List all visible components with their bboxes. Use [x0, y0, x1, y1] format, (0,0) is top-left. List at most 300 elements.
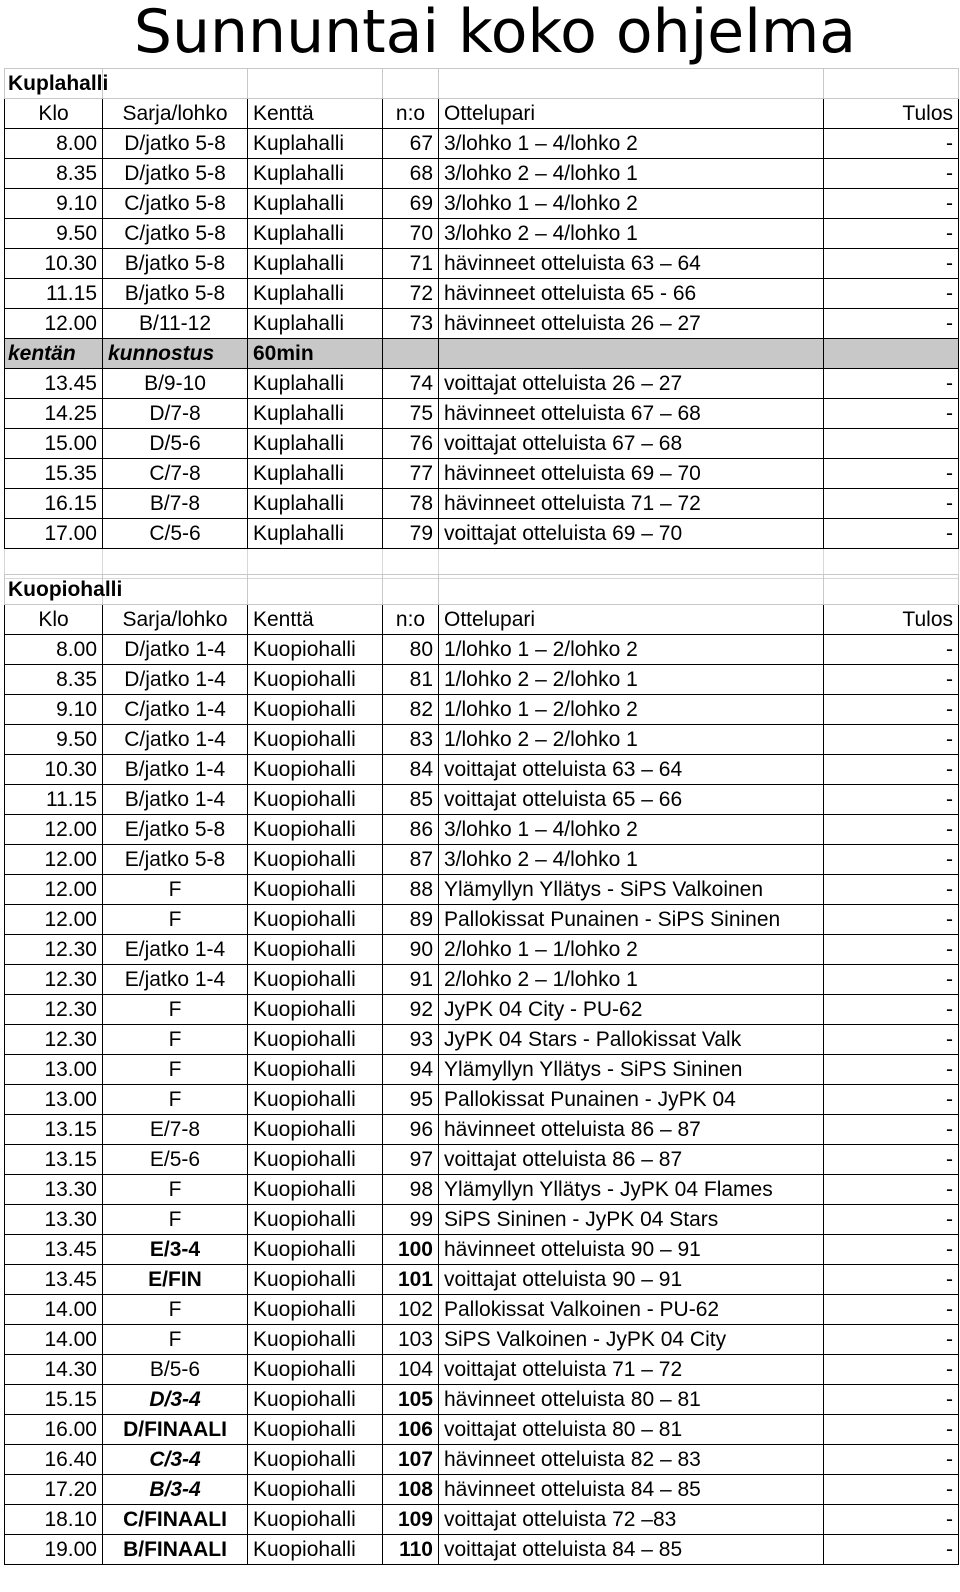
- match-pair-cell: voittajat otteluista 26 – 27: [439, 369, 824, 399]
- match-pair-cell: 3/lohko 1 – 4/lohko 2: [439, 815, 824, 845]
- result-cell: -: [824, 1145, 959, 1175]
- series-cell: E/jatko 1-4: [103, 935, 248, 965]
- series-cell: D/jatko 1-4: [103, 665, 248, 695]
- table-row: [5, 219, 959, 249]
- series-cell: B/5-6: [103, 1355, 248, 1385]
- series-cell: E/3-4: [103, 1235, 248, 1265]
- match-pair-cell: Pallokissat Valkoinen - PU-62: [439, 1295, 824, 1325]
- match-number-cell: 97: [383, 1145, 439, 1175]
- match-pair-cell: voittajat otteluista 72 –83: [439, 1505, 824, 1535]
- field-cell: Kuopiohalli: [248, 635, 383, 665]
- match-number-cell: 106: [383, 1415, 439, 1445]
- table-row: [5, 369, 959, 399]
- time-cell: 12.00: [5, 309, 103, 339]
- kuopiohalli-table: [4, 574, 959, 1565]
- field-cell: Kuplahalli: [248, 519, 383, 549]
- field-cell: Kuopiohalli: [248, 1295, 383, 1325]
- match-pair-cell: 2/lohko 1 – 1/lohko 2: [439, 935, 824, 965]
- result-cell: -: [824, 965, 959, 995]
- table-row: [5, 1145, 959, 1175]
- series-cell: C/jatko 1-4: [103, 725, 248, 755]
- table-row: [5, 1535, 959, 1565]
- header-ottelupari: Ottelupari: [439, 99, 824, 129]
- series-cell: B/7-8: [103, 489, 248, 519]
- field-cell: Kuopiohalli: [248, 1385, 383, 1415]
- match-pair-cell: JyPK 04 City - PU-62: [439, 995, 824, 1025]
- field-cell: Kuopiohalli: [248, 755, 383, 785]
- result-cell: -: [824, 279, 959, 309]
- field-cell: Kuopiohalli: [248, 1235, 383, 1265]
- field-cell: Kuopiohalli: [248, 905, 383, 935]
- result-cell: -: [824, 249, 959, 279]
- match-number-cell: 74: [383, 369, 439, 399]
- match-number-cell: 95: [383, 1085, 439, 1115]
- result-cell: -: [824, 519, 959, 549]
- empty-cell: [103, 69, 248, 99]
- result-cell: [824, 429, 959, 459]
- match-pair-cell: Pallokissat Punainen - JyPK 04: [439, 1085, 824, 1115]
- match-pair-cell: SiPS Sininen - JyPK 04 Stars: [439, 1205, 824, 1235]
- match-number-cell: 87: [383, 845, 439, 875]
- match-number-cell: 76: [383, 429, 439, 459]
- match-pair-cell: SiPS Valkoinen - JyPK 04 City: [439, 1325, 824, 1355]
- series-cell: B/jatko 5-8: [103, 249, 248, 279]
- match-number-cell: 98: [383, 1175, 439, 1205]
- match-number-cell: 70: [383, 219, 439, 249]
- table-row: [5, 489, 959, 519]
- time-cell: 13.30: [5, 1205, 103, 1235]
- match-number-cell: 69: [383, 189, 439, 219]
- table-row: [5, 1235, 959, 1265]
- time-cell: 10.30: [5, 249, 103, 279]
- series-cell: C/jatko 5-8: [103, 219, 248, 249]
- time-cell: 12.30: [5, 1025, 103, 1055]
- match-number-cell: 77: [383, 459, 439, 489]
- series-cell: C/3-4: [103, 1445, 248, 1475]
- header-sarja: Sarja/lohko: [103, 99, 248, 129]
- series-cell: B/3-4: [103, 1475, 248, 1505]
- time-cell: 15.15: [5, 1385, 103, 1415]
- time-cell: 12.00: [5, 875, 103, 905]
- series-cell: C/jatko 1-4: [103, 695, 248, 725]
- table-row: [5, 309, 959, 339]
- field-cell: Kuplahalli: [248, 249, 383, 279]
- empty-cell: [439, 69, 824, 99]
- table-row: [5, 459, 959, 489]
- match-number-cell: 105: [383, 1385, 439, 1415]
- field-cell: Kuopiohalli: [248, 1475, 383, 1505]
- series-cell: E/5-6: [103, 1145, 248, 1175]
- match-number-cell: 110: [383, 1535, 439, 1565]
- match-pair-cell: 1/lohko 1 – 2/lohko 2: [439, 635, 824, 665]
- match-pair-cell: Pallokissat Punainen - SiPS Sininen: [439, 905, 824, 935]
- match-pair-cell: hävinneet otteluista 90 – 91: [439, 1235, 824, 1265]
- match-pair-cell: hävinneet otteluista 69 – 70: [439, 459, 824, 489]
- match-number-cell: 92: [383, 995, 439, 1025]
- table-row: [5, 875, 959, 905]
- time-cell: 14.00: [5, 1295, 103, 1325]
- header-row: [5, 99, 959, 129]
- match-pair-cell: Ylämyllyn Yllätys - JyPK 04 Flames: [439, 1175, 824, 1205]
- series-cell: C/FINAALI: [103, 1505, 248, 1535]
- field-cell: Kuopiohalli: [248, 1115, 383, 1145]
- time-cell: 15.35: [5, 459, 103, 489]
- match-pair-cell: hävinneet otteluista 86 – 87: [439, 1115, 824, 1145]
- result-cell: -: [824, 1505, 959, 1535]
- table-row: [5, 1475, 959, 1505]
- result-cell: -: [824, 875, 959, 905]
- field-cell: Kuopiohalli: [248, 1535, 383, 1565]
- table-row: [5, 399, 959, 429]
- series-cell: D/jatko 1-4: [103, 635, 248, 665]
- table-row: [5, 189, 959, 219]
- section-title-row: [5, 69, 959, 99]
- result-cell: -: [824, 459, 959, 489]
- field-cell: Kuplahalli: [248, 399, 383, 429]
- field-cell: Kuopiohalli: [248, 1205, 383, 1235]
- table-row: [5, 1355, 959, 1385]
- field-cell: Kuopiohalli: [248, 1055, 383, 1085]
- field-cell: Kuopiohalli: [248, 665, 383, 695]
- match-pair-cell: Ylämyllyn Yllätys - SiPS Sininen: [439, 1055, 824, 1085]
- result-cell: -: [824, 489, 959, 519]
- result-cell: -: [824, 1205, 959, 1235]
- result-cell: -: [824, 695, 959, 725]
- result-cell: -: [824, 1085, 959, 1115]
- result-cell: -: [824, 369, 959, 399]
- match-pair-cell: voittajat otteluista 69 – 70: [439, 519, 824, 549]
- table-row: [5, 519, 959, 549]
- empty-cell: [824, 69, 959, 99]
- field-cell: Kuopiohalli: [248, 1265, 383, 1295]
- match-number-cell: 73: [383, 309, 439, 339]
- kuplahalli-table: [4, 68, 959, 579]
- field-cell: Kuopiohalli: [248, 1415, 383, 1445]
- time-cell: 12.30: [5, 935, 103, 965]
- table-row: [5, 1055, 959, 1085]
- header-klo: Klo: [5, 99, 103, 129]
- result-cell: -: [824, 159, 959, 189]
- match-pair-cell: 1/lohko 2 – 2/lohko 1: [439, 665, 824, 695]
- field-cell: Kuopiohalli: [248, 725, 383, 755]
- result-cell: -: [824, 725, 959, 755]
- match-pair-cell: 3/lohko 2 – 4/lohko 1: [439, 159, 824, 189]
- header-sarja: Sarja/lohko: [103, 605, 248, 635]
- table-row: [5, 1295, 959, 1325]
- time-cell: 12.00: [5, 905, 103, 935]
- header-row: [5, 605, 959, 635]
- result-cell: -: [824, 1325, 959, 1355]
- empty-cell: [383, 69, 439, 99]
- field-cell: Kuopiohalli: [248, 785, 383, 815]
- series-cell: B/FINAALI: [103, 1535, 248, 1565]
- match-number-cell: 84: [383, 755, 439, 785]
- series-cell: F: [103, 905, 248, 935]
- time-cell: 9.50: [5, 219, 103, 249]
- field-cell: Kuopiohalli: [248, 1175, 383, 1205]
- table-row: [5, 635, 959, 665]
- match-number-cell: 80: [383, 635, 439, 665]
- field-cell: Kuplahalli: [248, 279, 383, 309]
- match-number-cell: 79: [383, 519, 439, 549]
- result-cell: -: [824, 1295, 959, 1325]
- time-cell: 16.40: [5, 1445, 103, 1475]
- match-pair-cell: hävinneet otteluista 67 – 68: [439, 399, 824, 429]
- series-cell: F: [103, 875, 248, 905]
- series-cell: F: [103, 1085, 248, 1115]
- time-cell: 14.30: [5, 1355, 103, 1385]
- match-number-cell: 82: [383, 695, 439, 725]
- match-number-cell: 102: [383, 1295, 439, 1325]
- time-cell: 17.00: [5, 519, 103, 549]
- result-cell: -: [824, 1415, 959, 1445]
- table-row: [5, 785, 959, 815]
- field-cell: Kuopiohalli: [248, 1355, 383, 1385]
- result-cell: -: [824, 755, 959, 785]
- page-title: Sunnuntai koko ohjelma: [133, 0, 857, 67]
- series-cell: E/jatko 5-8: [103, 845, 248, 875]
- series-cell: F: [103, 1175, 248, 1205]
- time-cell: 13.00: [5, 1055, 103, 1085]
- table-row: [5, 905, 959, 935]
- match-pair-cell: hävinneet otteluista 63 – 64: [439, 249, 824, 279]
- time-cell: 9.10: [5, 695, 103, 725]
- result-cell: -: [824, 399, 959, 429]
- series-cell: B/jatko 1-4: [103, 785, 248, 815]
- match-pair-cell: voittajat otteluista 90 – 91: [439, 1265, 824, 1295]
- table-row: [5, 159, 959, 189]
- match-pair-cell: 3/lohko 1 – 4/lohko 2: [439, 129, 824, 159]
- match-pair-cell: hävinneet otteluista 82 – 83: [439, 1445, 824, 1475]
- result-cell: -: [824, 219, 959, 249]
- series-cell: F: [103, 1205, 248, 1235]
- table-row: [5, 1265, 959, 1295]
- series-cell: F: [103, 995, 248, 1025]
- match-pair-cell: hävinneet otteluista 65 - 66: [439, 279, 824, 309]
- match-pair-cell: hävinneet otteluista 26 – 27: [439, 309, 824, 339]
- match-pair-cell: 3/lohko 1 – 4/lohko 2: [439, 189, 824, 219]
- time-cell: 14.25: [5, 399, 103, 429]
- result-cell: -: [824, 785, 959, 815]
- header-no: n:o: [383, 99, 439, 129]
- maintenance-label-2: kunnostus: [103, 339, 248, 369]
- table-row: [5, 1385, 959, 1415]
- result-cell: -: [824, 1055, 959, 1085]
- result-cell: -: [824, 1265, 959, 1295]
- match-pair-cell: 3/lohko 2 – 4/lohko 1: [439, 845, 824, 875]
- time-cell: 11.15: [5, 785, 103, 815]
- table-row: [5, 665, 959, 695]
- empty-cell: [248, 69, 383, 99]
- series-cell: D/jatko 5-8: [103, 159, 248, 189]
- table-row: [5, 429, 959, 459]
- match-number-cell: 89: [383, 905, 439, 935]
- header-tulos: Tulos: [824, 99, 959, 129]
- result-cell: -: [824, 935, 959, 965]
- time-cell: 13.30: [5, 1175, 103, 1205]
- time-cell: 13.45: [5, 369, 103, 399]
- series-cell: D/5-6: [103, 429, 248, 459]
- match-number-cell: 104: [383, 1355, 439, 1385]
- field-cell: Kuopiohalli: [248, 1145, 383, 1175]
- result-cell: -: [824, 635, 959, 665]
- time-cell: 16.15: [5, 489, 103, 519]
- table-row: [5, 279, 959, 309]
- time-cell: 8.00: [5, 129, 103, 159]
- match-number-cell: 108: [383, 1475, 439, 1505]
- match-number-cell: 68: [383, 159, 439, 189]
- empty-cell: [824, 575, 959, 605]
- result-cell: -: [824, 1235, 959, 1265]
- empty-cell: [383, 575, 439, 605]
- match-number-cell: 101: [383, 1265, 439, 1295]
- series-cell: C/jatko 5-8: [103, 189, 248, 219]
- match-number-cell: 75: [383, 399, 439, 429]
- match-number-cell: 91: [383, 965, 439, 995]
- series-cell: B/jatko 5-8: [103, 279, 248, 309]
- field-cell: Kuplahalli: [248, 429, 383, 459]
- empty-cell: [824, 339, 959, 369]
- series-cell: B/jatko 1-4: [103, 755, 248, 785]
- time-cell: 19.00: [5, 1535, 103, 1565]
- match-number-cell: 85: [383, 785, 439, 815]
- match-number-cell: 81: [383, 665, 439, 695]
- match-number-cell: 93: [383, 1025, 439, 1055]
- match-number-cell: 103: [383, 1325, 439, 1355]
- time-cell: 12.00: [5, 815, 103, 845]
- series-cell: B/9-10: [103, 369, 248, 399]
- match-number-cell: 86: [383, 815, 439, 845]
- empty-cell: [439, 339, 824, 369]
- header-kentta: Kenttä: [248, 605, 383, 635]
- table-row: [5, 1325, 959, 1355]
- time-cell: 12.00: [5, 845, 103, 875]
- match-pair-cell: hävinneet otteluista 71 – 72: [439, 489, 824, 519]
- match-number-cell: 109: [383, 1505, 439, 1535]
- match-number-cell: 90: [383, 935, 439, 965]
- time-cell: 8.00: [5, 635, 103, 665]
- time-cell: 13.00: [5, 1085, 103, 1115]
- series-cell: E/FIN: [103, 1265, 248, 1295]
- match-pair-cell: voittajat otteluista 86 – 87: [439, 1145, 824, 1175]
- header-ottelupari: Ottelupari: [439, 605, 824, 635]
- time-cell: 8.35: [5, 159, 103, 189]
- match-pair-cell: voittajat otteluista 65 – 66: [439, 785, 824, 815]
- time-cell: 15.00: [5, 429, 103, 459]
- series-cell: F: [103, 1325, 248, 1355]
- section-title: Kuopiohalli: [5, 575, 103, 605]
- match-pair-cell: 3/lohko 2 – 4/lohko 1: [439, 219, 824, 249]
- field-cell: Kuopiohalli: [248, 875, 383, 905]
- time-cell: 13.15: [5, 1115, 103, 1145]
- table-row: [5, 1025, 959, 1055]
- field-cell: Kuplahalli: [248, 129, 383, 159]
- field-cell: Kuopiohalli: [248, 1325, 383, 1355]
- field-cell: Kuopiohalli: [248, 965, 383, 995]
- match-number-cell: 83: [383, 725, 439, 755]
- table-row: [5, 1415, 959, 1445]
- table-row: [5, 935, 959, 965]
- match-number-cell: 71: [383, 249, 439, 279]
- series-cell: E/jatko 1-4: [103, 965, 248, 995]
- series-cell: E/7-8: [103, 1115, 248, 1145]
- result-cell: -: [824, 845, 959, 875]
- result-cell: -: [824, 1445, 959, 1475]
- header-no: n:o: [383, 605, 439, 635]
- time-cell: 11.15: [5, 279, 103, 309]
- result-cell: -: [824, 1025, 959, 1055]
- match-pair-cell: hävinneet otteluista 80 – 81: [439, 1385, 824, 1415]
- field-cell: Kuopiohalli: [248, 1445, 383, 1475]
- field-cell: Kuplahalli: [248, 309, 383, 339]
- field-cell: Kuplahalli: [248, 189, 383, 219]
- time-cell: 10.30: [5, 755, 103, 785]
- match-number-cell: 99: [383, 1205, 439, 1235]
- match-number-cell: 88: [383, 875, 439, 905]
- table-row: [5, 129, 959, 159]
- match-pair-cell: JyPK 04 Stars - Pallokissat Valk: [439, 1025, 824, 1055]
- table-row: [5, 1205, 959, 1235]
- time-cell: 17.20: [5, 1475, 103, 1505]
- field-cell: Kuopiohalli: [248, 815, 383, 845]
- match-pair-cell: voittajat otteluista 80 – 81: [439, 1415, 824, 1445]
- field-cell: Kuopiohalli: [248, 1085, 383, 1115]
- table-row: [5, 1445, 959, 1475]
- series-cell: D/FINAALI: [103, 1415, 248, 1445]
- time-cell: 13.45: [5, 1235, 103, 1265]
- maintenance-row: [5, 339, 959, 369]
- result-cell: -: [824, 189, 959, 219]
- table-row: [5, 1085, 959, 1115]
- result-cell: -: [824, 1115, 959, 1145]
- match-pair-cell: 2/lohko 2 – 1/lohko 1: [439, 965, 824, 995]
- time-cell: 13.15: [5, 1145, 103, 1175]
- result-cell: -: [824, 995, 959, 1025]
- time-cell: 14.00: [5, 1325, 103, 1355]
- table-row: [5, 1505, 959, 1535]
- maintenance-label-1: kentän: [5, 339, 103, 369]
- section-title: Kuplahalli: [5, 69, 103, 99]
- match-number-cell: 67: [383, 129, 439, 159]
- empty-cell: [103, 575, 248, 605]
- field-cell: Kuplahalli: [248, 219, 383, 249]
- series-cell: D/3-4: [103, 1385, 248, 1415]
- series-cell: C/5-6: [103, 519, 248, 549]
- result-cell: -: [824, 309, 959, 339]
- field-cell: Kuplahalli: [248, 489, 383, 519]
- match-pair-cell: voittajat otteluista 67 – 68: [439, 429, 824, 459]
- field-cell: Kuopiohalli: [248, 1025, 383, 1055]
- result-cell: -: [824, 1535, 959, 1565]
- match-number-cell: 94: [383, 1055, 439, 1085]
- time-cell: 9.10: [5, 189, 103, 219]
- field-cell: Kuopiohalli: [248, 935, 383, 965]
- table-row: [5, 965, 959, 995]
- series-cell: B/11-12: [103, 309, 248, 339]
- time-cell: 16.00: [5, 1415, 103, 1445]
- match-pair-cell: voittajat otteluista 63 – 64: [439, 755, 824, 785]
- field-cell: Kuplahalli: [248, 459, 383, 489]
- field-cell: Kuopiohalli: [248, 845, 383, 875]
- table-row: [5, 845, 959, 875]
- match-pair-cell: voittajat otteluista 84 – 85: [439, 1535, 824, 1565]
- result-cell: -: [824, 129, 959, 159]
- match-number-cell: 100: [383, 1235, 439, 1265]
- field-cell: Kuplahalli: [248, 159, 383, 189]
- empty-cell: [248, 575, 383, 605]
- match-number-cell: 96: [383, 1115, 439, 1145]
- field-cell: Kuopiohalli: [248, 995, 383, 1025]
